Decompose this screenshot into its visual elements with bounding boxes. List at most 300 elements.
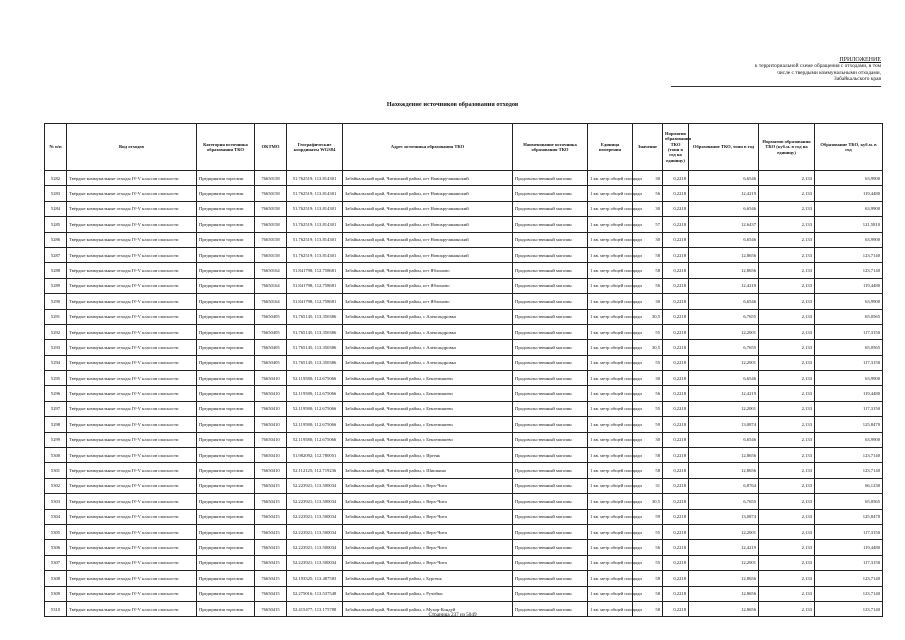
cell-coord: 51.762519; 113.814301 (287, 232, 343, 247)
cell-name: Продовольственный магазин (513, 171, 588, 186)
cell-addr: Забайкальский край, Читинский район, с Беклемишево (343, 401, 513, 416)
cell-n: 5303 (45, 494, 67, 509)
cell-oktmo: 76650415 (255, 540, 287, 555)
cell-unit: 1 кв. метр общей площади (588, 401, 633, 416)
cell-coord: 52.223921; 113.500034 (287, 509, 343, 524)
cell-tko-t: 12,4219 (689, 386, 759, 401)
cell-cat: Предприятия торговли (197, 463, 255, 478)
cell-name: Продовольственный магазин (513, 509, 588, 524)
waste-sources-table (44, 123, 883, 617)
cell-tko-t: 12,8656 (689, 463, 759, 478)
cell-cat: Предприятия торговли (197, 571, 255, 586)
cell-norm-t: 0,2218 (663, 401, 689, 416)
cell-tko-m: 63,9900 (815, 232, 883, 247)
cell-unit: 1 кв. метр общей площади (588, 478, 633, 493)
cell-addr: Забайкальский край, Читинский район, с Беклемишево (343, 386, 513, 401)
table-row (45, 217, 883, 232)
cell-norm-m: 2,133 (759, 540, 815, 555)
cell-addr: Забайкальский край, Читинский район, с Верх-Чита (343, 494, 513, 509)
cell-value: 56 (633, 186, 663, 201)
cell-coord: 52.119580; 112.675066 (287, 401, 343, 416)
table-row (45, 494, 883, 509)
table-row (45, 401, 883, 416)
cell-coord: 52.119580; 112.675066 (287, 417, 343, 432)
cell-oktmo: 76650415 (255, 494, 287, 509)
cell-waste: Твёрдые коммунальные отходы IV-V классов опасности (67, 355, 197, 370)
cell-cat: Предприятия торговли (197, 401, 255, 416)
table-row (45, 340, 883, 355)
cell-addr: Забайкальский край, Читинский район, с Верх-Чита (343, 540, 513, 555)
cell-unit: 1 кв. метр общей площади (588, 494, 633, 509)
cell-unit: 1 кв. метр общей площади (588, 278, 633, 293)
cell-coord: 51.765145; 113.350386 (287, 309, 343, 324)
cell-coord: 52.119580; 112.675066 (287, 386, 343, 401)
cell-norm-m: 2,133 (759, 524, 815, 539)
cell-value: 30 (633, 232, 663, 247)
cell-n: 5306 (45, 540, 67, 555)
cell-waste: Твёрдые коммунальные отходы IV-V классов опасности (67, 171, 197, 186)
cell-unit: 1 кв. метр общей площади (588, 386, 633, 401)
cell-norm-t: 0,2218 (663, 340, 689, 355)
cell-name: Продовольственный магазин (513, 586, 588, 601)
cell-oktmo: 76650410 (255, 386, 287, 401)
cell-tko-t: 6,6546 (689, 371, 759, 386)
cell-n: 5301 (45, 463, 67, 478)
cell-cat: Предприятия торговли (197, 555, 255, 570)
cell-coord: 52.223921; 113.500034 (287, 478, 343, 493)
cell-tko-m: 117,3150 (815, 524, 883, 539)
column-header: Адрес источника образования ТКО (343, 124, 513, 171)
cell-tko-t: 6,6546 (689, 232, 759, 247)
cell-oktmo: 76650405 (255, 340, 287, 355)
cell-oktmo: 76650158 (255, 201, 287, 216)
cell-tko-t: 12,8656 (689, 601, 759, 616)
cell-unit: 1 кв. метр общей площади (588, 263, 633, 278)
cell-oktmo: 76650158 (255, 186, 287, 201)
cell-oktmo: 76650410 (255, 417, 287, 432)
cell-tko-t: 12,8656 (689, 586, 759, 601)
cell-value: 30 (633, 294, 663, 309)
cell-waste: Твёрдые коммунальные отходы IV-V классов опасности (67, 586, 197, 601)
cell-tko-m: 117,3150 (815, 401, 883, 416)
cell-name: Продовольственный магазин (513, 524, 588, 539)
cell-name: Продовольственный магазин (513, 355, 588, 370)
cell-value: 30,5 (633, 309, 663, 324)
cell-waste: Твёрдые коммунальные отходы IV-V классов опасности (67, 509, 197, 524)
cell-cat: Предприятия торговли (197, 509, 255, 524)
cell-cat: Предприятия торговли (197, 494, 255, 509)
cell-tko-t: 13,0874 (689, 509, 759, 524)
cell-cat: Предприятия торговли (197, 478, 255, 493)
cell-tko-t: 12,8656 (689, 247, 759, 262)
cell-cat: Предприятия торговли (197, 432, 255, 447)
table-row (45, 509, 883, 524)
table-row (45, 247, 883, 262)
cell-coord: 52.119580; 112.675066 (287, 371, 343, 386)
cell-n: 5286 (45, 232, 67, 247)
cell-name: Продовольственный магазин (513, 601, 588, 616)
cell-waste: Твёрдые коммунальные отходы IV-V классов опасности (67, 201, 197, 216)
cell-coord: 51.841798; 112.758681 (287, 294, 343, 309)
cell-name: Продовольственный магазин (513, 340, 588, 355)
cell-norm-t: 0,2218 (663, 494, 689, 509)
cell-n: 5299 (45, 432, 67, 447)
cell-unit: 1 кв. метр общей площади (588, 571, 633, 586)
cell-tko-m: 123,7140 (815, 263, 883, 278)
cell-tko-m: 123,7140 (815, 571, 883, 586)
cell-norm-m: 2,133 (759, 509, 815, 524)
cell-norm-t: 0,2218 (663, 186, 689, 201)
cell-unit: 1 кв. метр общей площади (588, 294, 633, 309)
cell-waste: Твёрдые коммунальные отходы IV-V классов опасности (67, 524, 197, 539)
cell-norm-m: 2,133 (759, 401, 815, 416)
cell-addr: Забайкальский край, Читинский район, пгт Новокручининский (343, 232, 513, 247)
cell-norm-t: 0,2218 (663, 524, 689, 539)
cell-norm-m: 2,133 (759, 494, 815, 509)
cell-value: 56 (633, 386, 663, 401)
page-footer: Страница 237 из 5049 (428, 612, 477, 618)
cell-waste: Твёрдые коммунальные отходы IV-V классов опасности (67, 555, 197, 570)
cell-tko-m: 119,4480 (815, 186, 883, 201)
cell-addr: Забайкальский край, Читинский район, с Верх-Чита (343, 555, 513, 570)
cell-waste: Твёрдые коммунальные отходы IV-V классов опасности (67, 540, 197, 555)
cell-value: 55 (633, 401, 663, 416)
cell-name: Продовольственный магазин (513, 555, 588, 570)
cell-norm-t: 0,2218 (663, 355, 689, 370)
cell-unit: 1 кв. метр общей площади (588, 463, 633, 478)
cell-oktmo: 76650405 (255, 309, 287, 324)
cell-value: 30 (633, 371, 663, 386)
table-row (45, 478, 883, 493)
cell-n: 5289 (45, 278, 67, 293)
cell-norm-m: 2,133 (759, 463, 815, 478)
cell-oktmo: 76650405 (255, 324, 287, 339)
cell-oktmo: 76650410 (255, 448, 287, 463)
cell-tko-m: 123,7140 (815, 463, 883, 478)
cell-coord: 52.119580; 112.675066 (287, 432, 343, 447)
cell-waste: Твёрдые коммунальные отходы IV-V классов опасности (67, 217, 197, 232)
cell-cat: Предприятия торговли (197, 324, 255, 339)
cell-addr: Забайкальский край, Читинский район, с Мухор-Кондуй (343, 601, 513, 616)
table-row (45, 294, 883, 309)
cell-tko-t: 12,2001 (689, 401, 759, 416)
cell-waste: Твёрдые коммунальные отходы IV-V классов опасности (67, 463, 197, 478)
cell-n: 5282 (45, 171, 67, 186)
cell-n: 5307 (45, 555, 67, 570)
column-header: ОКТМО (255, 124, 287, 171)
column-header: Значение (633, 124, 663, 171)
cell-waste: Твёрдые коммунальные отходы IV-V классов опасности (67, 186, 197, 201)
table-row (45, 524, 883, 539)
cell-addr: Забайкальский край, Читинский район, с Беклемишево (343, 371, 513, 386)
cell-norm-t: 0,2218 (663, 201, 689, 216)
cell-norm-m: 2,133 (759, 278, 815, 293)
cell-name: Продовольственный магазин (513, 371, 588, 386)
table-row (45, 278, 883, 293)
cell-value: 58 (633, 571, 663, 586)
cell-name: Продовольственный магазин (513, 217, 588, 232)
cell-tko-t: 12,4219 (689, 186, 759, 201)
cell-addr: Забайкальский край, Читинский район, с Беклемишево (343, 417, 513, 432)
cell-coord: 51.982092; 112.780051 (287, 448, 343, 463)
cell-cat: Предприятия торговли (197, 263, 255, 278)
cell-waste: Твёрдые коммунальные отходы IV-V классов опасности (67, 478, 197, 493)
cell-tko-t: 12,2001 (689, 355, 759, 370)
column-header: Образование ТКО, куб.м. в год (815, 124, 883, 171)
cell-norm-t: 0,2218 (663, 448, 689, 463)
cell-tko-m: 119,4480 (815, 386, 883, 401)
cell-cat: Предприятия торговли (197, 309, 255, 324)
cell-tko-m: 66,1230 (815, 478, 883, 493)
table-row (45, 371, 883, 386)
cell-tko-t: 6,7655 (689, 309, 759, 324)
cell-cat: Предприятия торговли (197, 171, 255, 186)
cell-value: 30 (633, 201, 663, 216)
cell-norm-t: 0,2218 (663, 478, 689, 493)
cell-waste: Твёрдые коммунальные отходы IV-V классов опасности (67, 417, 197, 432)
cell-tko-m: 65,0565 (815, 340, 883, 355)
cell-waste: Твёрдые коммунальные отходы IV-V классов опасности (67, 448, 197, 463)
cell-n: 5288 (45, 263, 67, 278)
cell-name: Продовольственный магазин (513, 494, 588, 509)
cell-name: Продовольственный магазин (513, 201, 588, 216)
cell-addr: Забайкальский край, Читинский район, с Верх-Чита (343, 478, 513, 493)
cell-tko-m: 63,9900 (815, 171, 883, 186)
cell-oktmo: 76650415 (255, 586, 287, 601)
cell-oktmo: 76650158 (255, 232, 287, 247)
appendix-line: числе с твердыми коммунальными отходами, (777, 69, 881, 76)
cell-unit: 1 кв. метр общей площади (588, 217, 633, 232)
cell-addr: Забайкальский край, Читинский район, пгт Яблоново (343, 294, 513, 309)
cell-oktmo: 76650410 (255, 463, 287, 478)
cell-value: 59 (633, 417, 663, 432)
cell-name: Продовольственный магазин (513, 478, 588, 493)
cell-waste: Твёрдые коммунальные отходы IV-V классов опасности (67, 278, 197, 293)
cell-tko-m: 63,9900 (815, 201, 883, 216)
cell-oktmo: 76650415 (255, 509, 287, 524)
cell-norm-t: 0,2218 (663, 263, 689, 278)
cell-waste: Твёрдые коммунальные отходы IV-V классов опасности (67, 494, 197, 509)
table-row (45, 463, 883, 478)
cell-value: 58 (633, 448, 663, 463)
cell-waste: Твёрдые коммунальные отходы IV-V классов опасности (67, 601, 197, 616)
cell-unit: 1 кв. метр общей площади (588, 448, 633, 463)
cell-value: 55 (633, 355, 663, 370)
cell-cat: Предприятия торговли (197, 294, 255, 309)
cell-tko-m: 125,8470 (815, 509, 883, 524)
cell-tko-t: 6,6546 (689, 201, 759, 216)
cell-addr: Забайкальский край, Читинский район, пгт Яблоново (343, 278, 513, 293)
cell-norm-m: 2,133 (759, 371, 815, 386)
cell-cat: Предприятия торговли (197, 601, 255, 616)
cell-addr: Забайкальский край, Читинский район, с Верх-Чита (343, 509, 513, 524)
cell-value: 31 (633, 478, 663, 493)
cell-value: 55 (633, 555, 663, 570)
table-row (45, 309, 883, 324)
cell-cat: Предприятия торговли (197, 186, 255, 201)
cell-coord: 52.223921; 113.500034 (287, 555, 343, 570)
table-row (45, 586, 883, 601)
cell-name: Продовольственный магазин (513, 186, 588, 201)
cell-value: 55 (633, 324, 663, 339)
cell-cat: Предприятия торговли (197, 340, 255, 355)
cell-norm-m: 2,133 (759, 201, 815, 216)
cell-norm-t: 0,2218 (663, 417, 689, 432)
cell-norm-m: 2,133 (759, 448, 815, 463)
cell-tko-t: 12,2001 (689, 524, 759, 539)
cell-value: 58 (633, 463, 663, 478)
cell-oktmo: 76650164 (255, 263, 287, 278)
cell-name: Продовольственный магазин (513, 324, 588, 339)
cell-name: Продовольственный магазин (513, 401, 588, 416)
cell-norm-t: 0,2218 (663, 540, 689, 555)
cell-norm-m: 2,133 (759, 571, 815, 586)
cell-name: Продовольственный магазин (513, 432, 588, 447)
cell-norm-t: 0,2218 (663, 247, 689, 262)
column-header: Категория источника образования ТКО (197, 124, 255, 171)
cell-waste: Твёрдые коммунальные отходы IV-V классов опасности (67, 309, 197, 324)
cell-unit: 1 кв. метр общей площади (588, 247, 633, 262)
table-header-row (45, 124, 883, 171)
cell-waste: Твёрдые коммунальные отходы IV-V классов опасности (67, 340, 197, 355)
cell-unit: 1 кв. метр общей площади (588, 417, 633, 432)
cell-tko-t: 13,0874 (689, 417, 759, 432)
cell-oktmo: 76650164 (255, 278, 287, 293)
table-row (45, 417, 883, 432)
column-header: Единица измерения (588, 124, 633, 171)
cell-addr: Забайкальский край, Читинский район, пгт Яблоново (343, 263, 513, 278)
cell-cat: Предприятия торговли (197, 586, 255, 601)
cell-unit: 1 кв. метр общей площади (588, 201, 633, 216)
document-title: Нахождение источников образования отходов (386, 101, 519, 108)
cell-addr: Забайкальский край, Читинский район, с Беклемишево (343, 432, 513, 447)
cell-norm-t: 0,2218 (663, 571, 689, 586)
cell-name: Продовольственный магазин (513, 309, 588, 324)
cell-unit: 1 кв. метр общей площади (588, 232, 633, 247)
cell-norm-t: 0,2218 (663, 432, 689, 447)
cell-addr: Забайкальский край, Читинский район, с Александровка (343, 355, 513, 370)
cell-n: 5291 (45, 309, 67, 324)
cell-waste: Твёрдые коммунальные отходы IV-V классов опасности (67, 247, 197, 262)
table-row (45, 448, 883, 463)
cell-unit: 1 кв. метр общей площади (588, 355, 633, 370)
cell-oktmo: 76650158 (255, 247, 287, 262)
cell-oktmo: 76650410 (255, 371, 287, 386)
table-row (45, 386, 883, 401)
cell-name: Продовольственный магазин (513, 263, 588, 278)
cell-norm-m: 2,133 (759, 324, 815, 339)
cell-name: Продовольственный магазин (513, 448, 588, 463)
cell-name: Продовольственный магазин (513, 294, 588, 309)
cell-tko-m: 63,9900 (815, 294, 883, 309)
cell-tko-m: 65,0565 (815, 494, 883, 509)
table-row (45, 232, 883, 247)
appendix-line: Забайкальского края (834, 76, 881, 83)
cell-n: 5292 (45, 324, 67, 339)
cell-unit: 1 кв. метр общей площади (588, 171, 633, 186)
cell-cat: Предприятия торговли (197, 355, 255, 370)
cell-tko-t: 6,6546 (689, 432, 759, 447)
cell-norm-t: 0,2218 (663, 278, 689, 293)
cell-value: 58 (633, 247, 663, 262)
cell-coord: 51.841798; 112.758681 (287, 263, 343, 278)
cell-cat: Предприятия торговли (197, 524, 255, 539)
cell-norm-m: 2,133 (759, 417, 815, 432)
table-row (45, 355, 883, 370)
cell-norm-m: 2,133 (759, 309, 815, 324)
cell-norm-m: 2,133 (759, 355, 815, 370)
cell-addr: Забайкальский край, Читинский район, с Александровка (343, 324, 513, 339)
cell-n: 5295 (45, 371, 67, 386)
cell-waste: Твёрдые коммунальные отходы IV-V классов опасности (67, 371, 197, 386)
cell-addr: Забайкальский край, Читинский район, пгт Новокручининский (343, 201, 513, 216)
cell-cat: Предприятия торговли (197, 417, 255, 432)
cell-addr: Забайкальский край, Читинский район, с Верх-Чита (343, 524, 513, 539)
cell-coord: 52.223921; 113.500034 (287, 494, 343, 509)
cell-n: 5304 (45, 509, 67, 524)
cell-tko-t: 12,8656 (689, 448, 759, 463)
table-row (45, 263, 883, 278)
cell-value: 30 (633, 432, 663, 447)
cell-norm-t: 0,2218 (663, 309, 689, 324)
cell-unit: 1 кв. метр общей площади (588, 540, 633, 555)
cell-norm-m: 2,133 (759, 555, 815, 570)
table-row (45, 324, 883, 339)
cell-tko-m: 117,3150 (815, 555, 883, 570)
cell-tko-m: 117,3150 (815, 324, 883, 339)
cell-name: Продовольственный магазин (513, 247, 588, 262)
cell-unit: 1 кв. метр общей площади (588, 601, 633, 616)
cell-tko-t: 12,4219 (689, 278, 759, 293)
cell-n: 5293 (45, 340, 67, 355)
cell-n: 5296 (45, 386, 67, 401)
cell-addr: Забайкальский край, Читинский район, пгт Новокручининский (343, 186, 513, 201)
cell-addr: Забайкальский край, Читинский район, пгт Новокручининский (343, 171, 513, 186)
appendix-rule (671, 86, 881, 87)
cell-tko-m: 63,9900 (815, 432, 883, 447)
table-row (45, 171, 883, 186)
cell-unit: 1 кв. метр общей площади (588, 432, 633, 447)
cell-cat: Предприятия торговли (197, 232, 255, 247)
column-header: Норматив образования ТКО (тонн в год на единицу) (663, 124, 689, 171)
cell-norm-m: 2,133 (759, 247, 815, 262)
column-header: Наименование источника образования ТКО (513, 124, 588, 171)
cell-oktmo: 76650415 (255, 571, 287, 586)
cell-oktmo: 76650415 (255, 555, 287, 570)
cell-norm-m: 2,133 (759, 217, 815, 232)
cell-tko-m: 119,4480 (815, 540, 883, 555)
cell-unit: 1 кв. метр общей площади (588, 186, 633, 201)
cell-norm-m: 2,133 (759, 232, 815, 247)
cell-n: 5300 (45, 448, 67, 463)
cell-addr: Забайкальский край, Читинский район, с Шишкино (343, 463, 513, 478)
cell-tko-t: 6,7655 (689, 340, 759, 355)
cell-cat: Предприятия торговли (197, 201, 255, 216)
cell-norm-t: 0,2218 (663, 586, 689, 601)
cell-cat: Предприятия торговли (197, 371, 255, 386)
cell-waste: Твёрдые коммунальные отходы IV-V классов опасности (67, 432, 197, 447)
cell-norm-t: 0,2218 (663, 217, 689, 232)
cell-name: Продовольственный магазин (513, 571, 588, 586)
cell-coord: 52.112125; 112.719236 (287, 463, 343, 478)
cell-waste: Твёрдые коммунальные отходы IV-V классов опасности (67, 386, 197, 401)
cell-value: 57 (633, 217, 663, 232)
cell-n: 5309 (45, 586, 67, 601)
cell-coord: 52.275016; 113.537548 (287, 586, 343, 601)
cell-oktmo: 76650415 (255, 601, 287, 616)
cell-waste: Твёрдые коммунальные отходы IV-V классов опасности (67, 324, 197, 339)
cell-tko-t: 12,8656 (689, 571, 759, 586)
